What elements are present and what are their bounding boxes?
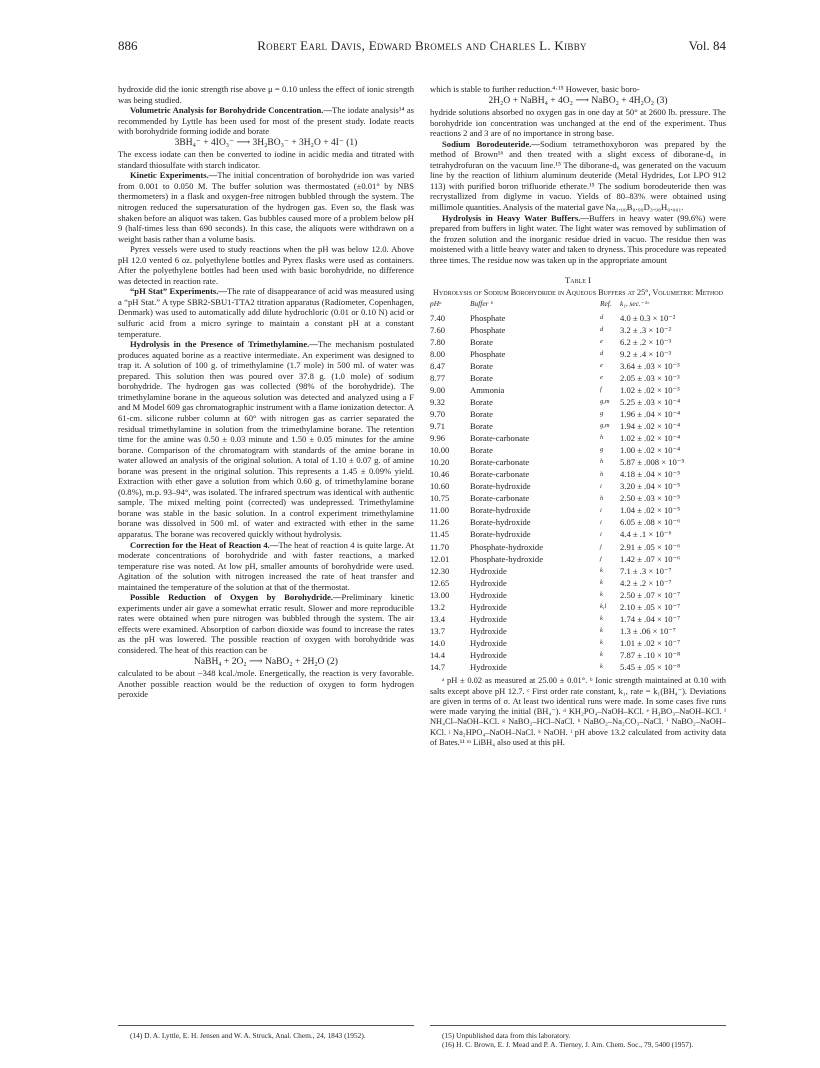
cell-rate-constant: 1.42 ± .07 × 10⁻⁶ (620, 553, 681, 564)
data-table (430, 298, 726, 673)
paragraph (430, 213, 726, 266)
cell-ref: k (600, 615, 603, 623)
paragraph: hydroxide did the ionic strength rise above μ = 0.10 unless the effect of ionic strength was being studied. (118, 84, 414, 105)
cell-buffer: Phosphate (470, 312, 506, 323)
paragraph-text: Preliminary kinetic experiments under air gave a somewhat erratic result. Slower and more reproducible rates were obtained when pure nitrogen was bubbled through the system. The air effects were examined. Absorption of carbon dioxide was found to increase the rates as the pH was lowered. The possible reaction of oxygen with borohydride was considered. The heat of this reaction can be (118, 592, 414, 655)
cell-rate-constant: 1.02 ± .02 × 10⁻⁴ (620, 433, 681, 444)
cell-rate-constant: 4.0 ± 0.3 × 10⁻² (620, 312, 676, 323)
table-row (430, 649, 726, 661)
paragraph-text: The rate of disappearance of acid was measured using a “pH Stat.” A type SBR2-SBU1-TTA2 titration apparatus (Radiometer, Copenhagen, Denmark) was used to automatically add dilute hydrochloric (0.01 or 0.10 N) acid or sulfuric acid from a micro syringe to maintain a constant pH at a constant temperature. (118, 286, 414, 339)
table-row (430, 541, 726, 553)
table-row (430, 661, 726, 673)
cell-buffer: Phosphate (470, 324, 506, 335)
paragraph: which is stable to further reduction.⁴·¹⁵ However, basic boro- (430, 84, 640, 94)
table-row (430, 481, 726, 493)
paragraph-text: The mechanism postulated produces aquated borine as a reactive intermediate. An experiment was designed to trap it. A solution of 100 g. of trimethylamine (1.7 mole) in 500 ml. of water was prepared. This solution then was poured over 37.8 g. (1.0 mole) of sodium borohydride. The hydrogen gas was collected (98% of the borohydride). The trimethylamine borane in the aqueous solution was detected and analyzed using a F and M Model 609 gas chromatographic instrument with a flame ionization detector. A 61-cm. silicone rubber column at 60° with nitrogen gas as carrier separated the residual trimethylamine in solution from the trimethylamine borane. The retention time for the amine was 0.50 ± 0.03 minute and 1.50 ± 0.05 minutes for the amine borane. Comparison of the chromatogram with standards of the amine borane in water allowed an analysis of the original solution. A total of 1.10 ± 0.07 g. of amine borane was present in the original solution. This represents a 1.45 ± 0.09% yield. Extraction with ether gave a solution from which 0.60 g. of trimethylamine borane (0.8%), m.p. 93–94°, was isolated. The infrared spectrum was identical with authentic sample. The mixed melting point (corrected) was undepressed. Trimethylamine borane was stable in the basic solution. In a control experiment trimethylamine borane was dissolved in 500 ml. of water and extracted with ether in the same apparatus. The borane was recovered quickly without hydrolysis. (118, 339, 414, 539)
cell-buffer: Borate-hydroxide (470, 517, 531, 528)
page-header (118, 38, 726, 54)
equation-2: NaBH₄ + 2O₂ ⟶ NaBO₂ + 2H₂O (2) (194, 656, 338, 667)
cell-ref: j (600, 542, 602, 550)
section-heading: Kinetic Experiments.— (130, 170, 218, 181)
cell-rate-constant: 7.1 ± .3 × 10⁻⁷ (620, 565, 672, 576)
cell-buffer: Hydroxide (470, 637, 507, 648)
cell-ph: 10.00 (430, 445, 450, 456)
paragraph-text: The initial concentration of borohydride ion was varied from 0.001 to 0.050 M. The buffer solution was thermostated (±0.01° by NBS thermometers) in a flask and oxygen-free nitrogen bubbled through the system. The nitrogen reduced the supersaturation of the hydrogen gas. Even so, the flask was shaken before an aliquot was taken. Gas bubbles caused more of a problem below pH 9 (half-times less than 690 seconds). In this case, the aliquots were withdrawn on a weight basis rather than a volume basis. (118, 170, 414, 244)
cell-rate-constant: 1.04 ± .02 × 10⁻⁵ (620, 505, 681, 516)
cell-ph: 12.65 (430, 577, 450, 588)
paragraph-text: The iodate analysis¹⁴ as recommended by Lyttle has been used for most of the present study. Iodate reacts with borohydride forming iodide and borate (118, 105, 414, 137)
cell-rate-constant: 3.64 ± .03 × 10⁻³ (620, 360, 680, 371)
cell-rate-constant: 2.10 ± .05 × 10⁻⁷ (620, 601, 681, 612)
cell-ph: 10.20 (430, 457, 450, 468)
cell-ph: 10.46 (430, 469, 450, 480)
cell-ref: j (600, 554, 602, 562)
cell-ref: d (600, 325, 604, 333)
table-row (430, 625, 726, 637)
cell-ref: e (600, 362, 603, 370)
section-heading: Possible Reduction of Oxygen by Borohydride.— (130, 592, 342, 603)
cell-buffer: Borate (470, 409, 493, 420)
cell-ref: e (600, 374, 603, 382)
column-header: Buffer ᵇ (470, 299, 493, 309)
cell-rate-constant: 2.50 ± .07 × 10⁻⁷ (620, 589, 681, 600)
cell-buffer: Hydroxide (470, 565, 507, 576)
table-row (430, 408, 726, 420)
cell-ref: h (600, 434, 604, 442)
cell-rate-constant: 2.05 ± .03 × 10⁻³ (620, 372, 680, 383)
paragraph: The excess iodate can then be converted to iodine in acidic media and titrated with standard thiosulfate with starch indicator. (118, 149, 414, 170)
footnote: (16) H. C. Brown, E. J. Mead and P. A. Tierney, J. Am. Chem. Soc., 79, 5400 (1957). (442, 1040, 694, 1050)
paragraph (430, 139, 726, 213)
footnotes-left (118, 1025, 414, 1040)
cell-rate-constant: 3.2 ± .3 × 10⁻² (620, 324, 672, 335)
cell-buffer: Hydroxide (470, 577, 507, 588)
paragraph: hydride solutions absorbed no oxygen gas in one day at 50° at 2600 lb. pressure. The borohydride ion concentration was unchanged at the end of the experiment. Thus reactions 2 and 3 are of no importance in strong base. (430, 107, 726, 139)
cell-ph: 13.00 (430, 589, 450, 600)
cell-ph: 11.00 (430, 505, 450, 516)
cell-ph: 13.7 (430, 625, 446, 636)
cell-ph: 9.96 (430, 433, 446, 444)
cell-ph: 11.70 (430, 541, 450, 552)
cell-ref: h (600, 470, 604, 478)
table-row (430, 589, 726, 601)
table-row (430, 372, 726, 384)
cell-ref: k (600, 651, 603, 659)
cell-buffer: Ammonia (470, 384, 505, 395)
cell-rate-constant: 2.91 ± .05 × 10⁻⁶ (620, 541, 681, 552)
table-row (430, 348, 726, 360)
cell-rate-constant: 1.3 ± .06 × 10⁻⁷ (620, 625, 676, 636)
cell-ph: 8.77 (430, 372, 446, 383)
table-row (430, 637, 726, 649)
cell-rate-constant: 5.25 ± .03 × 10⁻⁴ (620, 396, 681, 407)
table-row (430, 420, 726, 432)
cell-ph: 11.26 (430, 517, 450, 528)
section-heading: Correction for the Heat of Reaction 4.— (130, 539, 279, 550)
cell-ph: 7.40 (430, 312, 446, 323)
cell-buffer: Borate (470, 445, 493, 456)
cell-ph: 10.60 (430, 481, 450, 492)
cell-ph: 8.47 (430, 360, 446, 371)
cell-rate-constant: 4.18 ± .04 × 10⁻⁵ (620, 469, 681, 480)
cell-ph: 13.2 (430, 601, 446, 612)
cell-buffer: Borate-hydroxide (470, 529, 531, 540)
cell-ph: 8.00 (430, 348, 446, 359)
cell-buffer: Borate (470, 396, 493, 407)
table-row (430, 456, 726, 468)
cell-rate-constant: 1.00 ± .02 × 10⁻⁴ (620, 445, 681, 456)
table-header-row (430, 298, 726, 312)
cell-rate-constant: 4.4 ± .1 × 10⁻⁶ (620, 529, 672, 540)
cell-rate-constant: 1.96 ± .04 × 10⁻⁴ (620, 409, 681, 420)
cell-buffer: Hydroxide (470, 589, 507, 600)
cell-buffer: Borate-carbonate (470, 469, 530, 480)
table-notes-text: ᵃ pH ± 0.02 as measured at 25.00 ± 0.01°. ᵇ Ionic strength maintained at 0.10 with salts except above pH 12.7. ᶜ First order rate constant, k₁, rate = k₁(BH₄⁻). Deviations are given in terms of σ. At least two identical runs were made. In some cases five runs were made varying the initial (BH₄⁻). ᵈ KH₂PO₄–NaOH–KCl. ᵉ H₃BO₃–NaOH–KCl. ᶠ NH₄Cl–NaOH–KCl. ᵍ NaBO₂–HCl–NaCl. ʰ NaBO₂–Na₂CO₃–NaCl. ⁱ NaBO₂–NaOH–KCl. ʲ Na₂HPO₄–NaOH–NaCl. ᵏ NaOH. ˡ pH above 13.2 calculated from activity data of Bates.¹¹ ᵐ LiBH₄ also used at this pH. (430, 676, 726, 748)
cell-ref: f (600, 386, 602, 394)
page-number: 886 (118, 38, 138, 53)
paragraph (118, 540, 414, 593)
table-row (430, 312, 726, 324)
cell-ref: k,l (600, 603, 607, 611)
cell-ph: 7.60 (430, 324, 446, 335)
cell-rate-constant: 5.45 ± .05 × 10⁻⁸ (620, 662, 681, 672)
cell-ref: k (600, 639, 603, 647)
cell-buffer: Borate-hydroxide (470, 505, 531, 516)
cell-ref: i (600, 530, 602, 538)
table-row (430, 384, 726, 396)
table-body (430, 312, 726, 673)
section-heading: Hydrolysis in the Presence of Trimethylamine.— (130, 339, 318, 350)
cell-ref: d (600, 313, 604, 321)
table-row (430, 444, 726, 456)
column-header: pHᵃ (430, 299, 442, 309)
cell-buffer: Phosphate-hydroxide (470, 541, 544, 552)
cell-rate-constant: 4.2 ± .2 × 10⁻⁷ (620, 577, 672, 588)
cell-rate-constant: 1.94 ± .02 × 10⁻⁴ (620, 421, 681, 432)
table-notes (430, 676, 726, 748)
cell-buffer: Hydroxide (470, 649, 507, 660)
table-row (430, 396, 726, 408)
footnotes-right (430, 1025, 726, 1049)
footnote: (14) D. A. Lyttle, E. H. Jensen and W. A. Struck, Anal. Chem., 24, 1843 (1952). (130, 1031, 366, 1040)
section-heading: Volumetric Analysis for Borohydride Concentration.— (130, 105, 333, 116)
cell-ph: 7.80 (430, 336, 446, 347)
cell-ph: 12.01 (430, 553, 450, 564)
cell-ref: i (600, 518, 602, 526)
cell-buffer: Borate (470, 336, 493, 347)
right-column (430, 84, 726, 748)
table-row (430, 529, 726, 541)
cell-ph: 9.00 (430, 384, 446, 395)
paragraph: calculated to be about −348 kcal./mole. Energetically, the reaction is very favorable. Another possible reaction would be the reduction of oxygen to form hydrogen peroxide (118, 668, 414, 700)
cell-ph: 14.4 (430, 649, 446, 660)
cell-rate-constant: 9.2 ± .4 × 10⁻³ (620, 348, 672, 359)
table-row (430, 360, 726, 372)
cell-ref: k (600, 663, 603, 671)
table-caption: Hydrolysis of Sodium Borohydride in Aqueous Buffers at 25°, Volumetric Method (433, 287, 723, 297)
table-row (430, 601, 726, 613)
cell-ref: g,m (600, 398, 610, 406)
cell-ph: 9.71 (430, 421, 446, 432)
cell-ph: 14.0 (430, 637, 446, 648)
cell-ref: k (600, 627, 603, 635)
cell-ph: 14.7 (430, 662, 446, 672)
paragraph: Pyrex vessels were used to study reactions when the pH was below 12.0. Above pH 12.0 vented 6 oz. polyethylene bottles and Pyrex flasks were used as containers. After the polyethylene bottles had been used with basic borohydride, no difference was detected in reaction rate. (118, 244, 414, 286)
table-row (430, 432, 726, 444)
paragraph (118, 339, 414, 539)
table-row (430, 565, 726, 577)
cell-buffer: Phosphate (470, 348, 506, 359)
cell-buffer: Phosphate-hydroxide (470, 553, 544, 564)
cell-ph: 13.4 (430, 613, 446, 624)
paragraph-text: The heat of reaction 4 is quite large. At moderate concentrations of borohydride and with faster reactions, a marked temperature rise was noted. At low pH, smaller amounts of borohydride were used. Agitation of the solution with nitrogen increased the rate of heat transfer and maintained the temperature of the solution at that of the thermostat. (118, 539, 414, 592)
cell-rate-constant: 5.87 ± .008 × 10⁻⁵ (620, 457, 685, 468)
section-heading: Hydrolysis in Heavy Water Buffers.— (442, 212, 589, 223)
paragraph-text: Buffers in heavy water (99.6%) were prepared from buffers in light water. The light water was removed by sublimation of the frozen solution and the inorganic residue dried in vacuo. The residue then was moistened with a little heavy water and taken to dryness. This procedure was repeated three times. The residue now was taken up in the appropriate amount (430, 212, 726, 265)
cell-buffer: Borate (470, 372, 493, 383)
cell-ref: d (600, 350, 604, 358)
table-row (430, 577, 726, 589)
cell-ref: g (600, 410, 604, 418)
table-row (430, 324, 726, 336)
column-header: k₁, sec.⁻¹ᶜ (620, 299, 649, 309)
table-row (430, 469, 726, 481)
cell-ph: 12.30 (430, 565, 450, 576)
cell-ref: i (600, 506, 602, 514)
cell-ref: g (600, 446, 604, 454)
paragraph (118, 286, 414, 339)
cell-ref: i (600, 482, 602, 490)
cell-ph: 9.32 (430, 396, 446, 407)
cell-ph: 9.70 (430, 409, 446, 420)
cell-ref: g,m (600, 422, 610, 430)
left-column (118, 84, 414, 700)
cell-ph: 10.75 (430, 493, 450, 504)
paragraph (118, 170, 414, 244)
cell-rate-constant: 2.50 ± .03 × 10⁻⁵ (620, 493, 681, 504)
cell-rate-constant: 1.01 ± .02 × 10⁻⁷ (620, 637, 681, 648)
table-row (430, 505, 726, 517)
equation-1: 3BH₄⁻ + 4IO₃⁻ ⟶ 3H₂BO₃⁻ + 3H₂O + 4I⁻ (1) (174, 137, 358, 148)
cell-ref: e (600, 337, 603, 345)
cell-buffer: Borate (470, 360, 493, 371)
cell-ph: 11.45 (430, 529, 450, 540)
cell-buffer: Borate-carbonate (470, 457, 530, 468)
cell-rate-constant: 6.05 ± .08 × 10⁻⁶ (620, 517, 681, 528)
cell-buffer: Borate-carbonate (470, 433, 530, 444)
cell-ref: h (600, 458, 604, 466)
cell-ref: k (600, 578, 603, 586)
cell-buffer: Hydroxide (470, 613, 507, 624)
paragraph-text: Sodium tetramethoxyboron was prepared by the method of Brown¹⁶ and then treated with a slight excess of diborane-d₆ in tetrahydrofuran on the vacuum line.¹⁵ The diborane-d₆ was generated on the vacuum line by the reaction of lithium aluminum deuteride (Metal Hydrides, Lot LPO 912 113) with purified boron trifluoride etherate.¹⁵ The sodium borodeuteride then was recrystallized from diglyme in vacuo. Yields of 80–83% were obtained using millimole quantities. Analysis of the material gave Na₁.₀₀B₀.₉₉D₃.₉₈H₀.₀₀₁. (430, 138, 727, 213)
cell-buffer: Borate (470, 421, 493, 432)
paragraph (118, 105, 414, 137)
cell-ref: k (600, 566, 603, 574)
cell-rate-constant: 1.02 ± .02 × 10⁻³ (620, 384, 680, 395)
table-label: Table I (565, 275, 591, 286)
cell-buffer: Hydroxide (470, 625, 507, 636)
running-title: Robert Earl Davis, Edward Bromels and Charles L. Kibby (257, 38, 587, 53)
table-row (430, 493, 726, 505)
cell-ref: h (600, 494, 604, 502)
cell-buffer: Hydroxide (470, 662, 507, 672)
volume-label: Vol. 84 (688, 38, 726, 53)
equation-3: 2H₂O + NaBH₄ + 4O₂ ⟶ NaBO₂ + 4H₂O₂ (3) (488, 95, 668, 106)
cell-buffer: Borate-carbonate (470, 493, 530, 504)
table-row (430, 613, 726, 625)
cell-rate-constant: 1.74 ± .04 × 10⁻⁷ (620, 613, 681, 624)
cell-ref: k (600, 590, 603, 598)
cell-rate-constant: 3.20 ± .04 × 10⁻⁵ (620, 481, 681, 492)
cell-rate-constant: 6.2 ± .2 × 10⁻³ (620, 336, 672, 347)
table-row (430, 517, 726, 529)
section-heading: Sodium Borodeuteride.— (442, 138, 541, 149)
footnote: (15) Unpublished data from this laboratory. (442, 1031, 571, 1040)
cell-buffer: Borate-hydroxide (470, 481, 531, 492)
cell-buffer: Hydroxide (470, 601, 507, 612)
paragraph (118, 592, 414, 655)
cell-rate-constant: 7.87 ± .10 × 10⁻⁸ (620, 649, 681, 660)
column-header: Ref. (600, 299, 612, 309)
table-row (430, 336, 726, 348)
section-heading: “pH Stat” Experiments.— (130, 286, 228, 297)
table-row (430, 553, 726, 565)
